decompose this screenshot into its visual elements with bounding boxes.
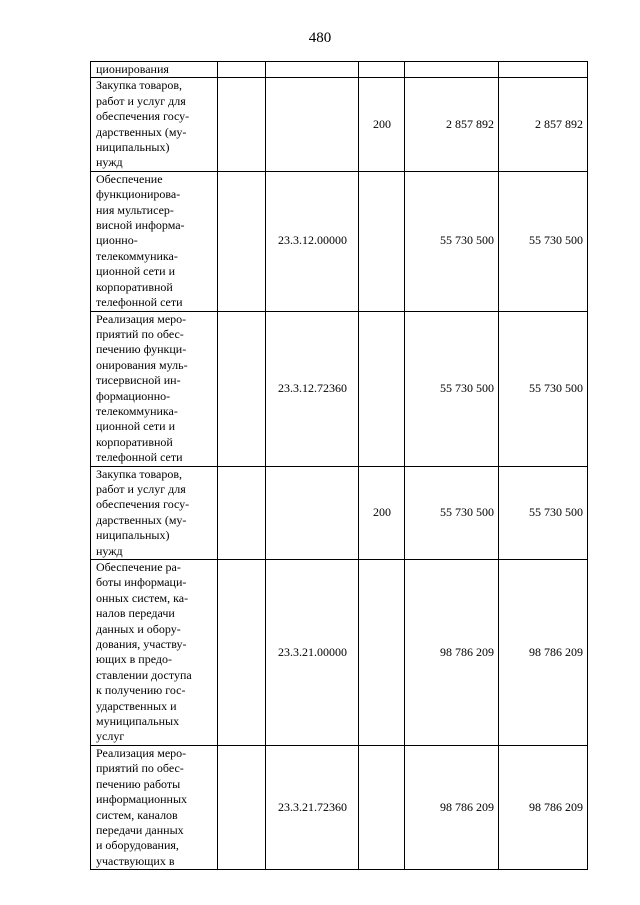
description-cell [91, 466, 218, 559]
description-line: данных и обору- [96, 621, 181, 636]
description-line: нужд [96, 155, 123, 170]
description-line: и оборудования, [96, 838, 179, 853]
description-line: онных систем, ка- [96, 590, 189, 605]
description-line: муниципальных [96, 714, 180, 729]
sum-cell-2 [499, 62, 588, 78]
description-line: Закупка товаров, [96, 466, 182, 481]
table-row [91, 171, 588, 311]
description-line: Обеспечение ра- [96, 560, 181, 574]
table-row [91, 78, 588, 171]
description-line: функционирова- [96, 187, 181, 202]
sum-cell-2: 55 730 500 [499, 466, 588, 559]
page-number: 480 [308, 30, 332, 46]
description-line: ционной сети и [96, 264, 175, 279]
description-line: систем, каналов [96, 807, 178, 822]
expense-type-cell [359, 311, 405, 466]
target-code-cell [266, 466, 359, 559]
description-cell [91, 745, 218, 869]
description-line: корпоративной [96, 434, 173, 449]
table-row [91, 560, 588, 746]
description-line: ющих в предо- [96, 652, 172, 667]
description-line: ционирования [96, 62, 169, 76]
sum-cell-2: 98 786 209 [499, 560, 588, 746]
description-line: Реализация меро- [96, 311, 187, 326]
description-line: висной информа- [96, 218, 185, 233]
expense-type-cell [359, 62, 405, 78]
target-code-cell: 23.3.12.72360 [266, 311, 359, 466]
section-cell [218, 745, 266, 869]
target-code-cell: 23.3.21.72360 [266, 745, 359, 869]
sum-cell-1: 55 730 500 [405, 311, 499, 466]
description-line: ставлении доступа [96, 667, 192, 682]
description-line: обеспечения госу- [96, 109, 190, 124]
description-line: онирования муль- [96, 357, 188, 372]
description-line: к получению гос- [96, 683, 186, 698]
sum-cell-2: 55 730 500 [499, 171, 588, 311]
description-line: работ и услуг для [96, 481, 186, 496]
description-line: участвующих в [96, 853, 175, 868]
target-code-cell: 23.3.21.00000 [266, 560, 359, 746]
description-line: приятий по обес- [96, 326, 184, 341]
expense-type-cell: 200 [359, 78, 405, 171]
description-line: работ и услуг для [96, 93, 186, 108]
description-cell [91, 78, 218, 171]
description-line: ционно- [96, 233, 138, 248]
description-line: информационных [96, 792, 188, 807]
description-line: ударственных и [96, 698, 177, 713]
description-line: дования, участву- [96, 637, 187, 652]
section-cell [218, 466, 266, 559]
description-line: приятий по обес- [96, 761, 184, 776]
expense-type-cell [359, 171, 405, 311]
description-line: налов передачи [96, 606, 175, 621]
section-cell [218, 171, 266, 311]
description-line: ниципальных) [96, 140, 170, 155]
sum-cell-2: 98 786 209 [499, 745, 588, 869]
description-line: тисервисной ин- [96, 373, 181, 388]
budget-table [90, 61, 588, 870]
section-cell [218, 62, 266, 78]
description-line: передачи данных [96, 822, 184, 837]
sum-cell-1: 55 730 500 [405, 171, 499, 311]
description-line: телекоммуника- [96, 403, 178, 418]
description-line: ционной сети и [96, 419, 175, 434]
description-line: Реализация меро- [96, 745, 187, 760]
description-line: нужд [96, 543, 123, 558]
description-line: боты информаци- [96, 575, 187, 590]
description-line: телефонной сети [96, 295, 183, 310]
table-row [91, 466, 588, 559]
description-line: Закупка товаров, [96, 78, 182, 93]
description-line: телекоммуника- [96, 248, 178, 263]
sum-cell-1: 98 786 209 [405, 560, 499, 746]
description-cell [91, 171, 218, 311]
description-line: телефонной сети [96, 450, 183, 465]
description-cell [91, 311, 218, 466]
table-row [91, 62, 588, 78]
table-row [91, 745, 588, 869]
sum-cell-1 [405, 62, 499, 78]
description-cell [91, 560, 218, 746]
table-body [91, 62, 588, 870]
sum-cell-1: 2 857 892 [405, 78, 499, 171]
description-line: печению работы [96, 776, 181, 791]
description-line: ниципальных) [96, 528, 170, 543]
description-line: обеспечения госу- [96, 497, 190, 512]
sum-cell-1: 55 730 500 [405, 466, 499, 559]
description-line: печению функци- [96, 342, 187, 357]
expense-type-cell [359, 745, 405, 869]
description-line: Обеспечение [96, 171, 163, 186]
section-cell [218, 560, 266, 746]
description-line: услуг [96, 729, 125, 744]
sum-cell-2: 2 857 892 [499, 78, 588, 171]
target-code-cell [266, 62, 359, 78]
description-line: дарственных (му- [96, 512, 187, 527]
description-line: ния мультисер- [96, 202, 174, 217]
target-code-cell: 23.3.12.00000 [266, 171, 359, 311]
table-row [91, 311, 588, 466]
expense-type-cell: 200 [359, 466, 405, 559]
section-cell [218, 311, 266, 466]
section-cell [218, 78, 266, 171]
expense-type-cell [359, 560, 405, 746]
target-code-cell [266, 78, 359, 171]
sum-cell-1: 98 786 209 [405, 745, 499, 869]
description-line: формационно- [96, 388, 171, 403]
description-line: дарственных (му- [96, 124, 187, 139]
description-line: корпоративной [96, 279, 173, 294]
sum-cell-2: 55 730 500 [499, 311, 588, 466]
description-cell [91, 62, 218, 78]
